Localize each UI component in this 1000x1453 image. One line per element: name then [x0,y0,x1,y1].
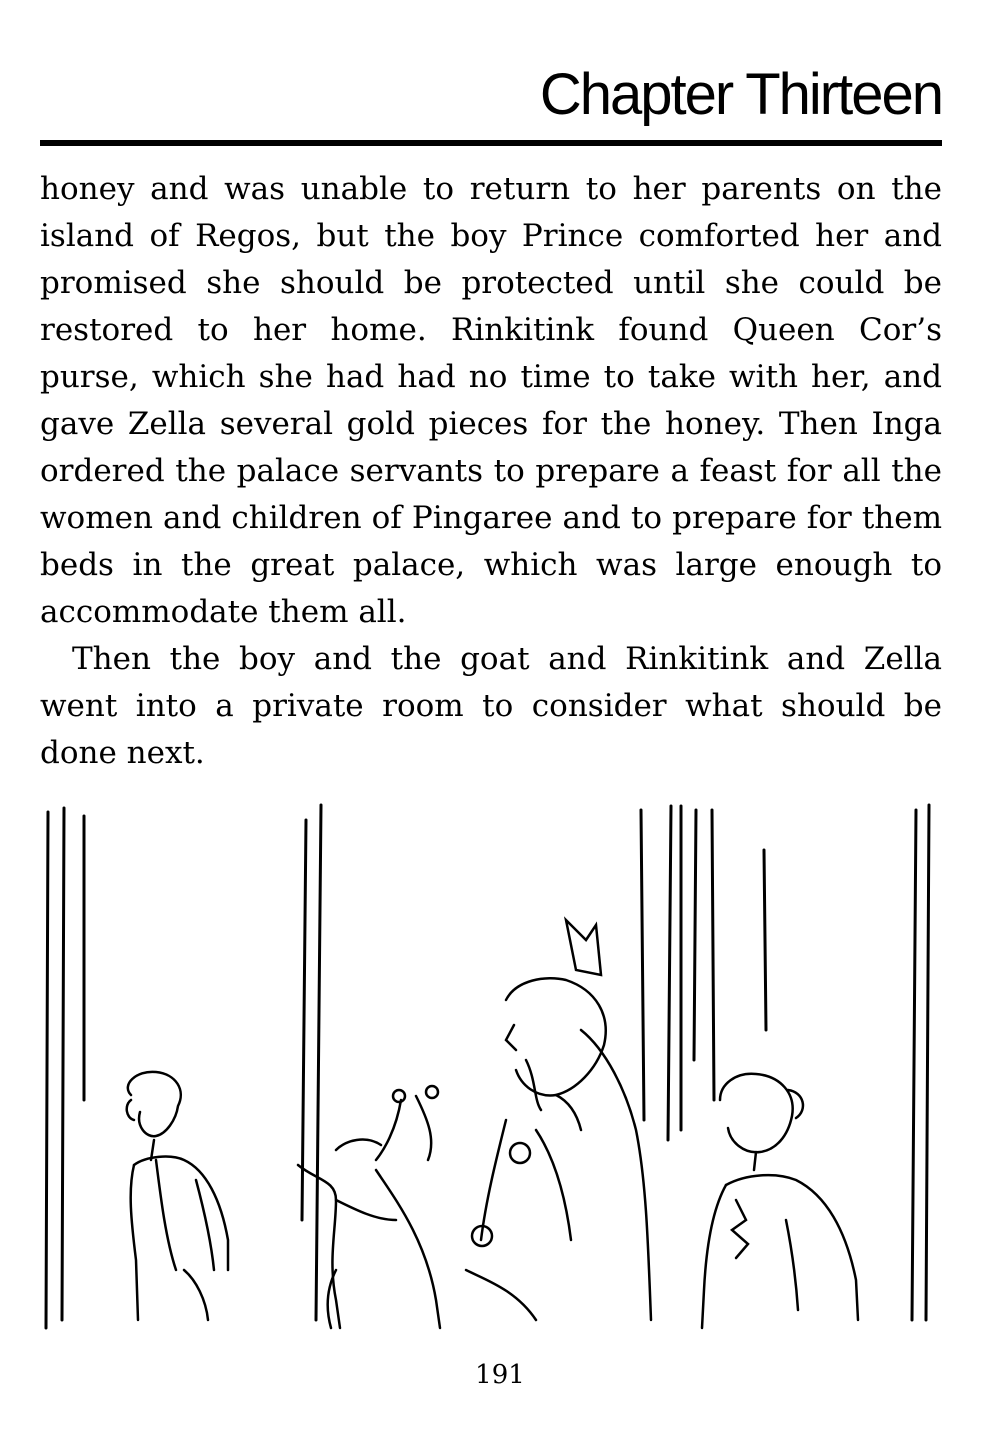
curtain-line [668,806,671,1140]
curtain-line [712,810,714,1100]
curtain-line [316,805,321,1320]
curtain-line [46,812,48,1328]
header-rule [40,140,942,146]
curtain-line [694,810,696,1060]
zella-figure [702,1074,858,1328]
curtain-line [764,850,766,1030]
paragraph-1: honey and was unable to return to her parents on the island of Regos, but the boy Prince comforted her and promised she should be protected until she could be restored to her home. Rinkitink found Queen Cor’s purse, which she had had no time to take with her, and gave Zella several gold pieces for the honey. Then Inga ordered the palace servants to prepare a feast for all the women and children of Pingaree and to prepare for them beds in the great palace, which was large enough to accommodate them all. [40,171,942,630]
curtain-line [926,805,929,1320]
curtain-line [62,808,64,1320]
boy-figure [127,1072,228,1320]
curtain-line [641,810,644,1120]
curtain-line [302,820,306,1220]
illustration [36,800,946,1340]
paragraph-2: Then the boy and the goat and Rinkitink and Zella went into a private room to consider what should be done next. [40,641,942,771]
page-text [40,166,942,777]
chapter-title: Chapter Thirteen [539,62,942,127]
page-number: 191 [475,1360,525,1390]
king-figure [466,920,651,1320]
curtain-line [912,810,916,1320]
